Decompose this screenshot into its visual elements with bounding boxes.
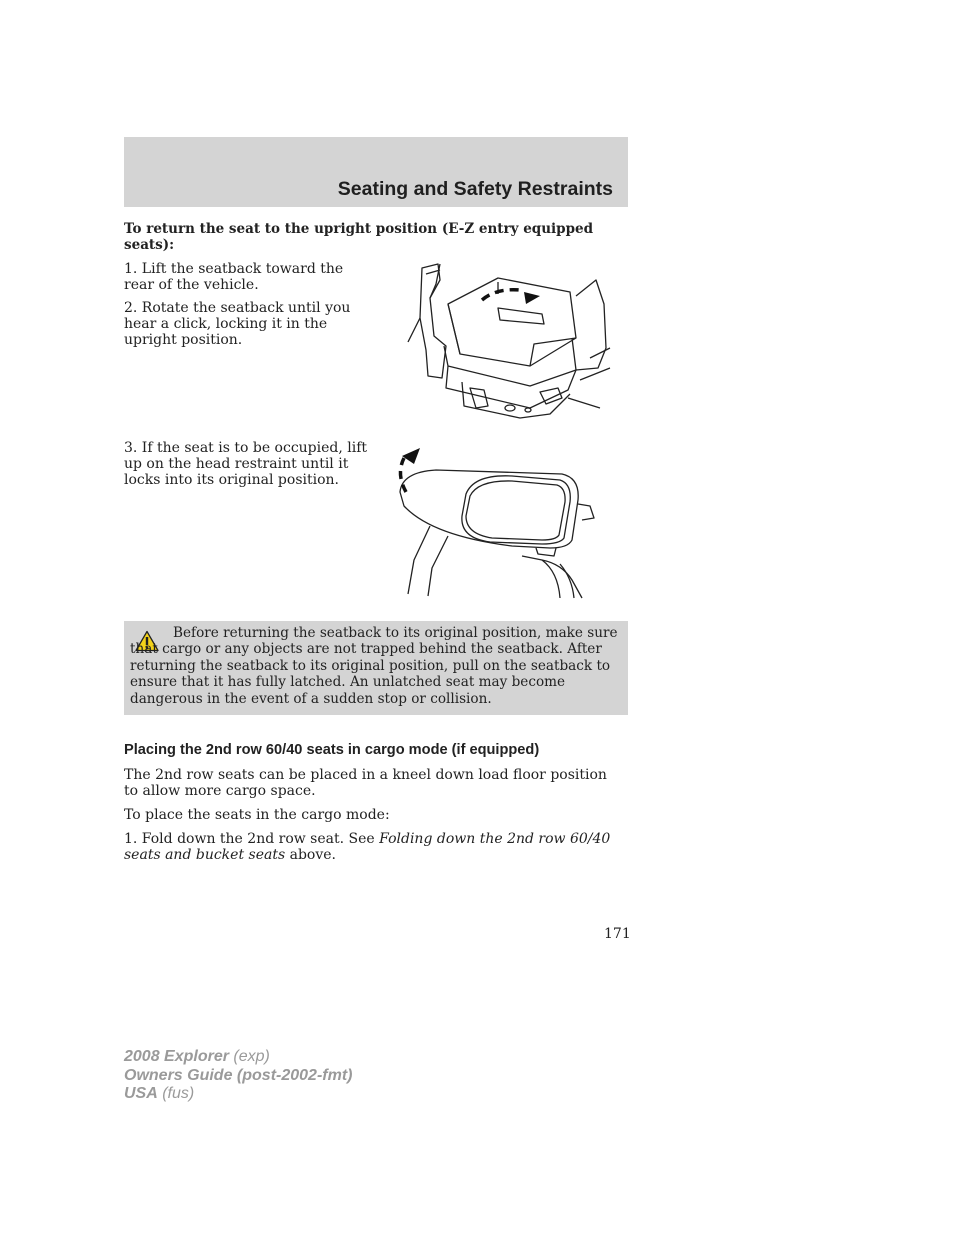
section-title: Seating and Safety Restraints — [337, 178, 613, 200]
page-number: 171 — [604, 926, 631, 942]
footer-market-code: (fus) — [157, 1085, 195, 1102]
paragraph-3 — [124, 831, 624, 863]
section-header — [124, 137, 628, 207]
footer-model-code: (exp) — [228, 1048, 270, 1065]
section-heading: Placing the 2nd row 60/40 seats in cargo mode (if equipped) — [124, 742, 540, 758]
paragraph-3-start: 1. Fold down the 2nd row seat. See — [124, 831, 380, 847]
footer-guide: Owners Guide (post-2002-fmt) — [124, 1066, 353, 1084]
head-restraint-illustration — [392, 444, 608, 600]
footer-market: USA — [124, 1085, 158, 1102]
paragraph-2: To place the seats in the cargo mode: — [124, 807, 390, 823]
paragraph-1: The 2nd row seats can be placed in a kneel down load floor position to allow more cargo space. — [124, 767, 607, 799]
warning-text: Before returning the seatback to its original position, make sure that cargo or any objects are not trapped behind the seatback. After returning the seatback to its original position, pull on the seatback to ensure that it has fully latched. An unlatched seat may become dangerous in the event of a sudden stop or collision. — [130, 625, 618, 707]
seat-rotate-illustration — [400, 258, 612, 426]
step-1: 1. Lift the seatback toward the rear of the vehicle. — [124, 261, 344, 293]
warning-box — [124, 621, 628, 715]
step-2: 2. Rotate the seatback until you hear a click, locking it in the upright position. — [124, 300, 351, 348]
document-footer — [124, 1048, 352, 1104]
cross-reference-link: Folding down the 2nd row 60/40 seats and bucket seats — [124, 831, 611, 863]
footer-model: 2008 Explorer — [124, 1048, 229, 1065]
step-3: 3. If the seat is to be occupied, lift up on the head restraint until it locks into its original position. — [124, 440, 368, 488]
instruction-heading: To return the seat to the upright position (E-Z entry equipped seats): — [124, 221, 594, 253]
paragraph-3-end: above. — [285, 847, 336, 863]
